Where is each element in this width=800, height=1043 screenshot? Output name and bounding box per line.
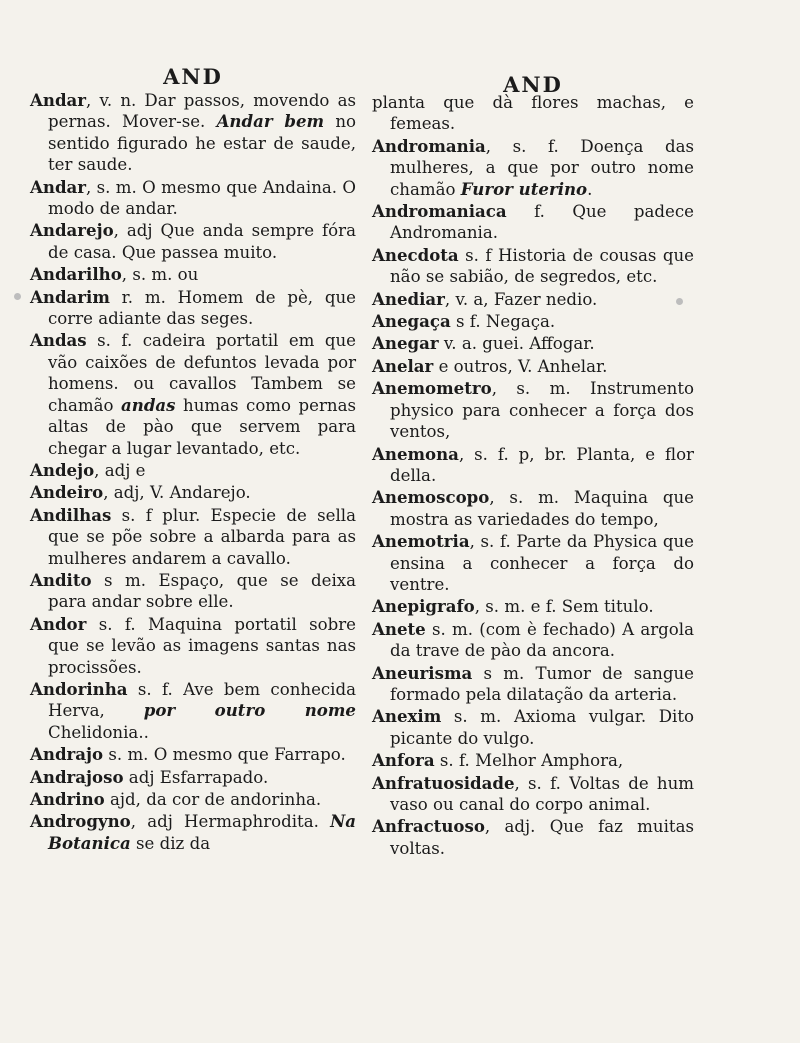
entry-definition: , s. m. ou [121,265,199,285]
entry-definition: , s. m. O mesmo que Andaina. O modo de andar. [48,177,356,219]
entry-headword: Andilhas [30,504,112,525]
entry-headword: Andrajo [30,744,104,765]
dictionary-entry [372,92,694,135]
dictionary-entry [30,330,356,458]
entry-headword: Andromania [372,135,486,156]
entry-definition: no sentido figurado he estar de saude, ter saude. [48,112,356,175]
right-entries [372,92,694,859]
entry-definition: adj Esfarrapado. [123,767,269,787]
entry-italic-text: por outro nome [143,700,356,721]
entry-headword: Andarim [30,286,110,307]
entry-italic-text: Andar bem [216,111,325,132]
entry-definition: s. f. cadeira portatil em que vão caixões de defuntos levada por homens. ou cavallos Tambem se chamão [48,331,356,415]
entry-headword: Anegaça [372,311,451,332]
dictionary-entry [372,619,694,662]
dictionary-entry [30,679,356,743]
entry-definition: . [587,179,593,199]
dictionary-entry [30,287,356,330]
entry-headword: Andarejo [30,220,114,241]
dictionary-entry [372,773,694,816]
entry-definition: , s. m. e f. Sem titulo. [474,597,654,617]
entry-headword: Anfractuoso [372,816,485,837]
entry-definition: f. Que padece Andromania. [390,202,694,243]
dictionary-entry [372,245,694,288]
entry-definition: se diz da [130,833,211,853]
dictionary-entry [372,356,694,377]
entry-definition: , s. f. p, br. Planta, e flor della. [390,444,694,485]
entry-headword: Andromaniaca [372,201,507,222]
entry-headword: Androgyno [30,811,131,832]
entry-headword: Anemoscopo [372,487,490,508]
entry-definition: r. m. Homem de pè, que corre adiante das seges. [48,287,356,329]
entry-definition: s f. Negaça. [450,312,556,332]
entry-definition: , s. f. Parte da Physica que ensina a conhecer a força do ventre. [390,532,694,594]
entry-headword: Anexim [372,706,442,727]
dictionary-entry [30,220,356,263]
dictionary-entry [30,90,356,176]
entry-italic-text: Na Botanica [48,811,356,853]
entry-headword: Andrino [30,789,105,809]
left-running-header: AND [163,64,223,89]
dictionary-entry [372,750,694,771]
entry-headword: Andar [30,176,87,197]
dictionary-entry [372,201,694,244]
entry-italic-text: andas [121,394,176,415]
entry-definition: , adj, V. Andarejo. [103,483,251,503]
entry-headword: Anemometro [372,378,492,399]
dictionary-entry [30,614,356,678]
entry-definition: , s. f. Voltas de hum vaso ou canal do corpo animal. [390,773,694,814]
entry-headword: Andor [30,613,87,634]
entry-definition: , v. a, Fazer nedio. [444,289,598,309]
entry-headword: Andejo [30,459,95,480]
entry-definition: s. m. O mesmo que Farrapo. [103,745,346,765]
dictionary-entry [30,264,356,285]
dictionary-entry [372,444,694,487]
entry-headword: Andarilho [30,264,122,285]
entry-definition: e outros, V. Anhelar. [433,356,608,376]
entry-definition: Chelidonia.. [48,722,149,742]
entry-headword: Anfratuosidade [372,772,515,793]
dictionary-entry [30,482,356,503]
right-running-header: AND [503,72,563,97]
entry-headword: Andeiro [30,482,104,503]
entry-definition: , s. m. Maquina que mostra as variedades do tempo, [390,488,694,529]
entry-headword: Andorinha [30,678,128,699]
entry-definition: s m. Espaço, que se deixa para andar sobre elle. [48,570,356,612]
dictionary-entry [372,333,694,354]
entry-headword: Anepigrafo [372,596,475,617]
dictionary-entry [372,596,694,617]
entry-definition: s. f. Ave bem conhecida Herva, [48,679,356,721]
dictionary-entry [372,487,694,530]
dictionary-entry [372,816,694,859]
entry-headword: Andrajoso [30,766,124,787]
dictionary-entry [30,177,356,220]
entry-definition: s. m. Axioma vulgar. Dito picante do vulgo. [390,707,694,748]
entry-headword: Anemona [372,443,459,464]
entry-italic-text: Furor uterino [460,178,588,199]
entry-definition: , adj e [94,460,146,480]
entry-definition: s. f. Maquina portatil sobre que se levão as imagens santas nas procissões. [48,614,356,677]
entry-headword: Andito [30,569,92,590]
entry-definition: ajd, da cor de andorinha. [104,790,322,809]
dictionary-entry [372,706,694,749]
entry-headword: Anediar [372,288,445,309]
entry-headword: Andas [30,330,87,351]
dictionary-entry [30,570,356,613]
entry-headword: Anete [372,618,426,639]
entry-headword: Andar [30,90,87,110]
entry-headword: Anelar [372,355,434,376]
entry-definition: s. f plur. Especie de sella que se põe sobre a albarda para as mulheres andarem a cavallo. [48,505,356,568]
dictionary-entry [30,505,356,569]
dictionary-entry [30,789,356,810]
entry-definition: , adj Que anda sempre fóra de casa. Que passea muito. [48,221,356,262]
dictionary-entry [372,311,694,332]
entry-definition: , adj. Que faz muitas voltas. [390,817,694,858]
entry-headword: Anegar [372,333,439,354]
entry-definition: s. f Historia de cousas que não se sabião, de segredos, etc. [390,245,694,287]
dictionary-entry [372,289,694,310]
dictionary-entry [30,460,356,481]
entry-definition: humas como pernas altas de pào que servem para chegar a lugar levantado, etc. [48,395,356,458]
dictionary-entry [372,531,694,595]
dictionary-entry [372,378,694,442]
entry-headword: Anemotria [372,531,470,552]
entry-definition: planta que dà flores machas, e femeas. [372,93,694,134]
entry-headword: Anecdota [372,244,459,265]
entry-definition: s m. Tumor de sangue formado pela dilatação da arteria. [390,663,694,704]
entry-definition: , adj Hermaphrodita. [130,812,331,832]
dictionary-entry [372,136,694,200]
entry-definition: v. a. guei. Affogar. [438,334,595,354]
dictionary-entry [30,811,356,854]
entry-definition: s. m. (com è fechado) A argola da trave de pào da ancora. [390,619,694,661]
entry-headword: Aneurisma [372,662,473,683]
dictionary-entry [30,744,356,765]
entry-definition: , v. n. Dar passos, movendo as pernas. Mover-se. [48,91,356,132]
dictionary-entry [30,767,356,788]
entry-definition: , s. m. Instrumento physico para conhecer a força dos ventos, [390,379,694,442]
entry-definition: s. f. Melhor Amphora, [434,751,624,771]
entry-definition: , s. f. Doença das mulheres, a que por outro nome chamão [390,136,694,199]
dictionary-entry [372,663,694,706]
left-entries [30,90,356,854]
entry-headword: Anfora [372,750,435,771]
ink-spot [14,293,21,300]
